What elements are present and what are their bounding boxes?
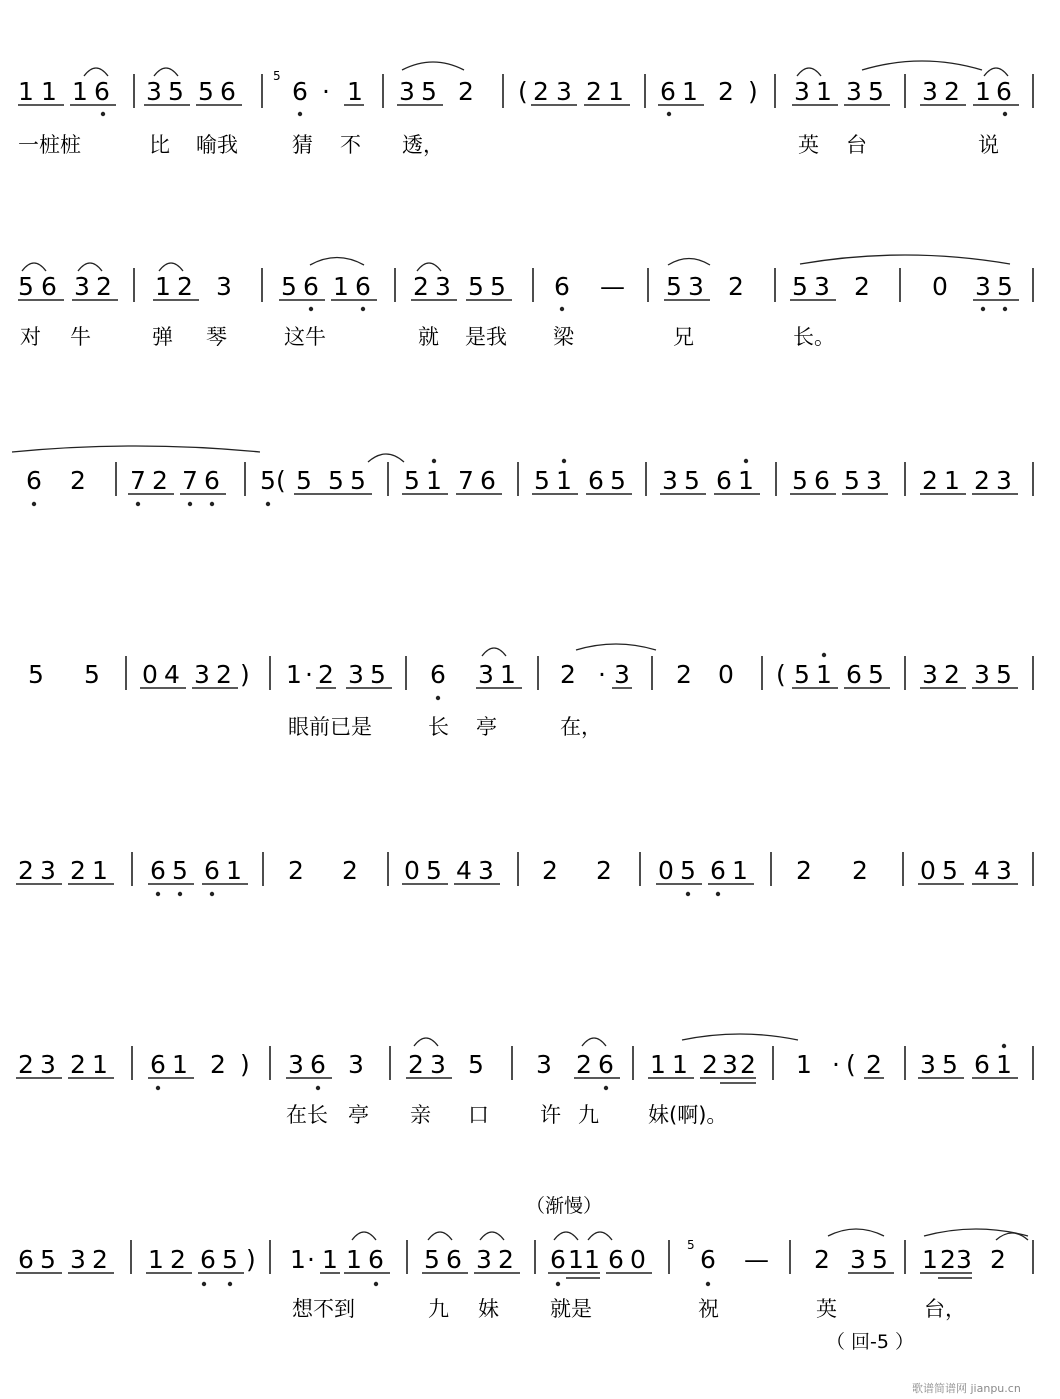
note: 2 xyxy=(533,77,549,106)
note: 6 xyxy=(608,1245,624,1274)
note: 6 xyxy=(814,466,830,495)
note: 1 xyxy=(944,466,960,495)
note: 2 xyxy=(576,1050,592,1079)
note: 2 xyxy=(70,466,86,495)
note: 1 xyxy=(148,1245,164,1274)
note: 3 xyxy=(74,272,90,301)
note: 2 xyxy=(70,1050,86,1079)
lyric: 喻我 xyxy=(196,133,238,157)
lyrics xyxy=(20,325,835,349)
lyric: 妹 xyxy=(478,1297,499,1321)
note: 2 xyxy=(18,1050,34,1079)
note: 5 xyxy=(260,466,276,495)
note: 3 xyxy=(194,660,210,689)
note: 5 xyxy=(296,466,312,495)
barlines xyxy=(134,268,1033,302)
note: 2 xyxy=(288,856,304,885)
note: 1 xyxy=(738,466,754,495)
lyric: 亲 xyxy=(410,1103,431,1127)
note: 1 xyxy=(92,856,108,885)
lyric: 这牛 xyxy=(284,325,326,349)
note: 2 xyxy=(18,856,34,885)
note: 1 xyxy=(333,272,349,301)
note: 2 xyxy=(413,272,429,301)
lyric: 就 xyxy=(418,325,439,349)
note: · xyxy=(305,660,313,689)
lyric: 英 xyxy=(816,1297,837,1321)
note: 3 xyxy=(814,272,830,301)
lyric: 透， xyxy=(402,133,444,157)
note: · xyxy=(322,77,330,106)
note: 3 xyxy=(478,660,494,689)
note: 1 xyxy=(426,466,442,495)
lyric: 祝 xyxy=(698,1297,719,1321)
note: 2 xyxy=(586,77,602,106)
note: 6 xyxy=(974,1050,990,1079)
note: 2 xyxy=(796,856,812,885)
slurs xyxy=(84,61,1008,76)
note: 6 xyxy=(94,77,110,106)
note: 6 xyxy=(480,466,496,495)
note: 2 xyxy=(854,272,870,301)
lyrics xyxy=(18,133,999,158)
note: 7 xyxy=(458,466,474,495)
lyric: 长。 xyxy=(793,325,835,349)
note: 2 xyxy=(318,660,334,689)
note: 1 xyxy=(922,1245,938,1274)
note: ( xyxy=(518,77,528,106)
note: 1 xyxy=(672,1050,688,1079)
note: 6 xyxy=(710,856,726,885)
note: ( xyxy=(276,466,286,495)
note: 5 xyxy=(996,660,1012,689)
note: 0 xyxy=(718,660,734,689)
note: 1 xyxy=(347,77,363,106)
note: 5 xyxy=(872,1245,888,1274)
note: 1 xyxy=(996,1050,1012,1079)
note: 4 xyxy=(974,856,990,885)
note: 5 xyxy=(942,1050,958,1079)
lyric: 弹 xyxy=(152,325,173,349)
note: 1 xyxy=(41,77,57,106)
note: 3 xyxy=(476,1245,492,1274)
note: 1 xyxy=(322,1245,338,1274)
note: 6 xyxy=(150,1050,166,1079)
note: 6 xyxy=(588,466,604,495)
staff-row-2 xyxy=(18,255,1033,349)
note: 1 xyxy=(72,77,88,106)
note: ( xyxy=(776,660,786,689)
lyric: 许 xyxy=(540,1103,561,1127)
note: 2 xyxy=(216,660,232,689)
note: 1 xyxy=(650,1050,666,1079)
note: 2 xyxy=(498,1245,514,1274)
lyric: 是我 xyxy=(465,325,507,349)
staff-row-1 xyxy=(18,61,1033,158)
note: 5 xyxy=(794,660,810,689)
note: 2 xyxy=(990,1245,1006,1274)
note: 2 xyxy=(170,1245,186,1274)
lyrics xyxy=(292,1297,966,1322)
note: 6 xyxy=(204,466,220,495)
note: 5 xyxy=(172,856,188,885)
note: 1 xyxy=(286,660,302,689)
note: 5 xyxy=(328,466,344,495)
note: 3 xyxy=(975,272,991,301)
lyric: 亭 xyxy=(348,1103,369,1127)
note: 6 xyxy=(368,1245,384,1274)
barlines xyxy=(116,462,1033,496)
staff-row-3 xyxy=(12,446,1033,506)
note: 2 xyxy=(866,1050,882,1079)
staff-row-4 xyxy=(28,644,1033,740)
lyric: 亭 xyxy=(476,715,497,739)
lyric: 想不到 xyxy=(292,1297,355,1321)
note: 6 xyxy=(550,1245,566,1274)
underlines xyxy=(16,1078,1018,1083)
tempo-marking: （渐慢） xyxy=(526,1195,603,1217)
note: 6 xyxy=(26,466,42,495)
note: 3 xyxy=(662,466,678,495)
octave-dots xyxy=(101,112,1007,116)
lyrics xyxy=(286,1103,727,1127)
note: 5 xyxy=(468,272,484,301)
octave-dots xyxy=(156,892,720,896)
note: 5 xyxy=(370,660,386,689)
note: 2 xyxy=(70,856,86,885)
lyric: 梁 xyxy=(553,325,574,349)
octave-dots xyxy=(309,307,1007,311)
note: ) xyxy=(240,1050,250,1079)
note: 2 xyxy=(560,660,576,689)
lyric: 对 xyxy=(20,325,41,349)
notes xyxy=(18,1245,1006,1274)
slurs xyxy=(414,1034,798,1046)
octave-dots xyxy=(436,653,826,700)
note: 3 xyxy=(850,1245,866,1274)
note: 6 xyxy=(996,77,1012,106)
lyric: 猜 xyxy=(292,133,313,157)
note: ) xyxy=(246,1245,256,1274)
note: 2 xyxy=(92,1245,108,1274)
note: 6 xyxy=(310,1050,326,1079)
note: 1 xyxy=(155,272,171,301)
note: 5 xyxy=(997,272,1013,301)
note: 2 xyxy=(342,856,358,885)
note: 3 xyxy=(70,1245,86,1274)
note: 1 xyxy=(975,77,991,106)
note: 2 xyxy=(96,272,112,301)
note: 3 xyxy=(348,660,364,689)
note: 2 xyxy=(596,856,612,885)
note: 5 xyxy=(421,77,437,106)
note: 3 xyxy=(922,77,938,106)
note: 1 xyxy=(92,1050,108,1079)
note: · xyxy=(307,1245,315,1274)
note: 7 xyxy=(182,466,198,495)
note: 5 xyxy=(490,272,506,301)
note: 6 xyxy=(846,660,862,689)
note: 5 xyxy=(684,466,700,495)
note: 3 xyxy=(866,466,882,495)
lyric: 口 xyxy=(468,1103,489,1127)
lyric: 不 xyxy=(340,133,361,157)
note: 5 xyxy=(198,77,214,106)
note: 3 xyxy=(40,1050,56,1079)
note: 2 xyxy=(718,77,734,106)
note: ) xyxy=(240,660,250,689)
grace-note: 5 xyxy=(273,69,281,83)
note: 2 xyxy=(702,1050,718,1079)
lyric: 九 xyxy=(578,1103,599,1127)
lyric: 长 xyxy=(428,715,449,739)
note: 2 xyxy=(408,1050,424,1079)
note: 5 xyxy=(868,660,884,689)
note: 0 xyxy=(932,272,948,301)
note: 5 xyxy=(666,272,682,301)
grace-note: 5 xyxy=(687,1238,695,1252)
note: 2 xyxy=(974,466,990,495)
note: 2 xyxy=(676,660,692,689)
note: 1 xyxy=(556,466,572,495)
note: 5 xyxy=(844,466,860,495)
note: 2 xyxy=(940,1245,956,1274)
note: — xyxy=(600,272,625,301)
note: 3 xyxy=(216,272,232,301)
note: 3 xyxy=(288,1050,304,1079)
note: 5 xyxy=(680,856,696,885)
octave-dots xyxy=(202,1282,710,1286)
note: 0 xyxy=(658,856,674,885)
note: 5 xyxy=(868,77,884,106)
note: 1 xyxy=(290,1245,306,1274)
note: 4 xyxy=(456,856,472,885)
note: 6 xyxy=(204,856,220,885)
note: 5 xyxy=(168,77,184,106)
note: 6 xyxy=(430,660,446,689)
note: 6 xyxy=(41,272,57,301)
note: 5 xyxy=(222,1245,238,1274)
note: 3 xyxy=(478,856,494,885)
note: 5 xyxy=(424,1245,440,1274)
note: 3 xyxy=(556,77,572,106)
notes xyxy=(18,272,1013,301)
note: 3 xyxy=(430,1050,446,1079)
note: 6 xyxy=(303,272,319,301)
note: 5 xyxy=(84,660,100,689)
note: 2 xyxy=(177,272,193,301)
note: 1 xyxy=(796,1050,812,1079)
note: 2 xyxy=(740,1050,756,1079)
slurs xyxy=(22,255,1010,271)
site-watermark: 歌谱简谱网 jianpu.cn xyxy=(912,1382,1021,1395)
note: 1 xyxy=(732,856,748,885)
notes xyxy=(18,1050,1012,1079)
note: 5 xyxy=(18,272,34,301)
note: 0 xyxy=(142,660,158,689)
lyric: 兄 xyxy=(673,325,694,349)
note: 3 xyxy=(399,77,415,106)
note: 6 xyxy=(200,1245,216,1274)
lyric: 妹(啊)。 xyxy=(648,1103,728,1127)
note: 2 xyxy=(944,77,960,106)
barlines xyxy=(132,852,1033,886)
lyrics xyxy=(288,715,602,740)
note: 1 xyxy=(816,77,832,106)
note: 3 xyxy=(435,272,451,301)
note: 3 xyxy=(688,272,704,301)
lyric: 说 xyxy=(978,133,999,157)
note: 5 xyxy=(792,272,808,301)
note: 6 xyxy=(700,1245,716,1274)
note: 1 xyxy=(568,1245,584,1274)
note: 5 xyxy=(40,1245,56,1274)
note: 5 xyxy=(534,466,550,495)
barlines xyxy=(126,656,1033,690)
note: 2 xyxy=(152,466,168,495)
note: ( xyxy=(846,1050,856,1079)
note: 3 xyxy=(996,856,1012,885)
note: 3 xyxy=(722,1050,738,1079)
note: 1 xyxy=(500,660,516,689)
staff-row-5 xyxy=(16,852,1033,896)
note: 6 xyxy=(716,466,732,495)
notes xyxy=(26,466,1012,495)
note: 5 xyxy=(426,856,442,885)
note: — xyxy=(744,1245,769,1274)
note: 2 xyxy=(542,856,558,885)
note: 6 xyxy=(660,77,676,106)
note: 0 xyxy=(404,856,420,885)
lyric: 牛 xyxy=(70,325,91,349)
note: 1 xyxy=(584,1245,600,1274)
lyric: 一桩桩 xyxy=(18,133,81,157)
note: 6 xyxy=(598,1050,614,1079)
lyric: 就是 xyxy=(550,1297,592,1321)
note: 6 xyxy=(220,77,236,106)
staff-row-7 xyxy=(16,1229,1033,1322)
note: 1 xyxy=(18,77,34,106)
note: 5 xyxy=(28,660,44,689)
note: · xyxy=(832,1050,840,1079)
lyric: 台， xyxy=(924,1297,966,1321)
note: 2 xyxy=(922,466,938,495)
note: 5 xyxy=(350,466,366,495)
lyric: 比 xyxy=(149,133,170,157)
lyric: 在长 xyxy=(286,1103,328,1127)
note: 3 xyxy=(996,466,1012,495)
note: 2 xyxy=(728,272,744,301)
lyric: 眼前已是 xyxy=(288,715,372,739)
note: 1 xyxy=(172,1050,188,1079)
note: 2 xyxy=(944,660,960,689)
note: 5 xyxy=(792,466,808,495)
note: 5 xyxy=(281,272,297,301)
slurs xyxy=(12,446,404,462)
note: · xyxy=(598,660,606,689)
note: 6 xyxy=(150,856,166,885)
lyric: 在， xyxy=(560,715,602,739)
lyric: 英 xyxy=(798,133,819,157)
slurs xyxy=(482,644,656,656)
note: 1 xyxy=(608,77,624,106)
note: 3 xyxy=(536,1050,552,1079)
note: 0 xyxy=(920,856,936,885)
note: 6 xyxy=(554,272,570,301)
lyric: 九 xyxy=(428,1297,449,1321)
note: 3 xyxy=(922,660,938,689)
note: 5 xyxy=(610,466,626,495)
note: 1 xyxy=(682,77,698,106)
note: 6 xyxy=(292,77,308,106)
note: 3 xyxy=(40,856,56,885)
note: 1 xyxy=(226,856,242,885)
note: 1 xyxy=(346,1245,362,1274)
note: 3 xyxy=(146,77,162,106)
note: 3 xyxy=(846,77,862,106)
note: 2 xyxy=(814,1245,830,1274)
barlines xyxy=(134,74,1033,108)
note: 3 xyxy=(794,77,810,106)
note: ) xyxy=(748,77,758,106)
note: 3 xyxy=(614,660,630,689)
note: 4 xyxy=(164,660,180,689)
note: 1 xyxy=(816,660,832,689)
note: 5 xyxy=(942,856,958,885)
note: 3 xyxy=(920,1050,936,1079)
note: 6 xyxy=(355,272,371,301)
lyric: 琴 xyxy=(206,325,227,349)
note: 6 xyxy=(446,1245,462,1274)
note: 3 xyxy=(348,1050,364,1079)
lyric: 台 xyxy=(846,133,867,157)
note: 2 xyxy=(210,1050,226,1079)
note: 3 xyxy=(956,1245,972,1274)
staff-row-6 xyxy=(16,1034,1033,1127)
note: 0 xyxy=(630,1245,646,1274)
notes xyxy=(18,77,1012,106)
note: 2 xyxy=(852,856,868,885)
notes xyxy=(18,856,1012,885)
page-number-tag: （ 回-5 ） xyxy=(826,1331,915,1353)
notes xyxy=(28,660,1012,689)
note: 7 xyxy=(130,466,146,495)
note: 2 xyxy=(458,77,474,106)
note: 5 xyxy=(404,466,420,495)
note: 3 xyxy=(974,660,990,689)
note: 5 xyxy=(468,1050,484,1079)
note: 6 xyxy=(18,1245,34,1274)
